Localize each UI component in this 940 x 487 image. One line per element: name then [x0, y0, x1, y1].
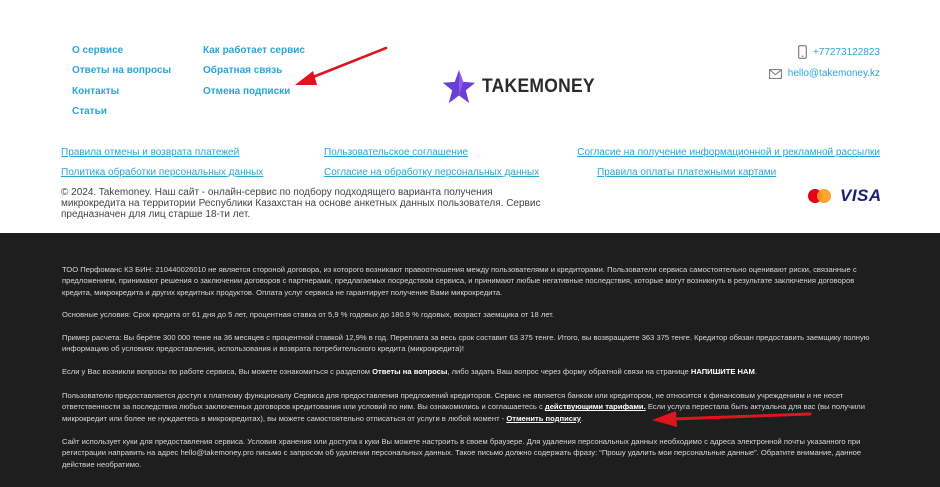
nav-link-faq[interactable]: Ответы на вопросы — [72, 65, 172, 77]
p4-text-c: . — [754, 367, 757, 376]
disclaimer-paragraph-6: Сайт использует куки для предоставления сервиса. Условия хранения или доступа к куки Вы можете настроить в своем браузере. Для удаления персональных данных необходимо с адреса электронной почты указанного при регистрации направить на адрес hello@takemoney.pro письмо с запросом об удалении персональных данных. Такое письмо должно содержать фразу: “Прошу удалить мои персональные данные”. Обратите внимание, данное действие необратимо. — [62, 437, 862, 469]
brand-name: TAKEMONEY — [482, 76, 595, 97]
p5-text-c: . — [580, 413, 584, 423]
link-user-agreement[interactable]: Пользовательское соглашение — [324, 147, 469, 158]
cancel-subscription-link[interactable]: Отменить подписку — [506, 413, 581, 423]
footer-top — [0, 0, 940, 233]
phone-icon — [798, 45, 807, 59]
email-contact[interactable] — [769, 68, 880, 79]
p5-text-b: Если услуга перестала быть актуальна для вас (вы получили микрокредит или более не нуждаетесь в микрокредитах), вы можете самостоятельно отписаться от услуги в любой момент - — [62, 402, 865, 423]
phone-contact[interactable] — [798, 45, 880, 59]
footer-nav-column-1 — [72, 44, 171, 125]
mail-icon — [769, 69, 782, 79]
email-address: hello@takemoney.kz — [787, 68, 880, 79]
disclaimer-paragraph-1: ТОО Перфоманс КЗ БИН: 210440026010 не является стороной договора, из которого возникают правоотношения между пользователями и кредиторами. Пользователи сервиса самостоятельно оценивают риски, связанные с предложением, принимают решения о заключении договоров с партнерами, предлагаемых посредством сервиса, и принимают любые негативные последствия, которые могут возникнуть в результате заключения договоров кредита, микрокредита и других кредитных продуктов. Оплата услуг сервиса не гарантирует получение Вами микрокредита. — [62, 265, 857, 297]
link-personal-data-consent[interactable]: Согласие на обработку персональных данных — [324, 167, 540, 178]
write-us-link[interactable]: НАПИШИТЕ НАМ — [690, 367, 755, 376]
disclaimer-paragraph-5 — [62, 390, 880, 424]
nav-link-how-it-works[interactable]: Как работает сервис — [203, 45, 305, 56]
faq-link[interactable]: Ответы на вопросы — [372, 367, 448, 376]
footer-nav-column-2 — [203, 44, 305, 105]
nav-link-contacts[interactable]: Контакты — [72, 85, 120, 97]
footer-disclaimer — [0, 233, 940, 487]
mastercard-icon — [808, 188, 834, 204]
link-privacy-policy[interactable]: Политика обработки персональных данных — [61, 167, 264, 178]
payment-methods — [808, 186, 882, 206]
nav-link-about[interactable]: О сервисе — [72, 45, 124, 56]
brand-logo[interactable] — [442, 68, 605, 106]
star-logo-icon — [442, 69, 476, 105]
disclaimer-paragraph-3 — [62, 332, 880, 355]
nav-link-cancel-subscription[interactable]: Отмена подписки — [203, 85, 291, 97]
p5-text-a: Пользователю предоставляется доступ к платному функционалу Сервиса для предоставления предложений кредиторов. Сервис не является банком или кредитором, не относится к финансовым учреждениям и не несет ответственности за последствия любых заключенных договоров кредитования или условий по ним. Вы ознакомились и соглашаетесь с — [62, 391, 844, 412]
p4-text-b: , либо задать Ваш вопрос через форму обратной связи на странице — [447, 367, 691, 376]
visa-icon: VISA — [840, 186, 882, 205]
phone-number: +77273122823 — [812, 46, 880, 58]
tariffs-link[interactable]: действующими тарифами. — [544, 402, 646, 412]
link-card-payment-rules[interactable]: Правила оплаты платежными картами — [597, 167, 777, 178]
link-refund-rules[interactable]: Правила отмены и возврата платежей — [61, 147, 240, 158]
disclaimer-paragraph-3-text: Пример расчета: Вы берёте 300 000 тенге на 36 месяцев с процентной ставкой 12,9% в год. Переплата за весь срок составит 63 375 тенге. Итого, вы возвращаете 363 375 тенге. Кредитор обязан предоставить заемщику полную информацию об условиях предоставления, использования и возврата потребительского кредита (микрокредита)! — [62, 333, 870, 354]
p4-text-a: Если у Вас возникли вопросы по работе сервиса, Вы можете ознакомиться с разделом — [62, 367, 373, 376]
disclaimer-paragraph-4 — [62, 366, 880, 377]
copyright-text: © 2024. Takemoney. Наш сайт - онлайн-сервис по подбору подходящего варианта получения микрокредита на территории Республики Казахстан на основе анкетных данных пользователя. Сервис предназначен для лиц старше 18-ти лет. — [61, 187, 541, 220]
nav-link-feedback[interactable]: Обратная связь — [203, 65, 283, 77]
disclaimer-paragraph-2: Основные условия: Срок кредита от 61 дня до 5 лет, процентная ставка от 5,9 % годовых до 180.9 % годовых, возраст заемщика от 18 лет. — [62, 310, 555, 319]
nav-link-articles[interactable]: Статьи — [72, 105, 107, 117]
link-mailing-consent[interactable]: Согласие на получение информационной и рекламной рассылки — [577, 147, 880, 158]
